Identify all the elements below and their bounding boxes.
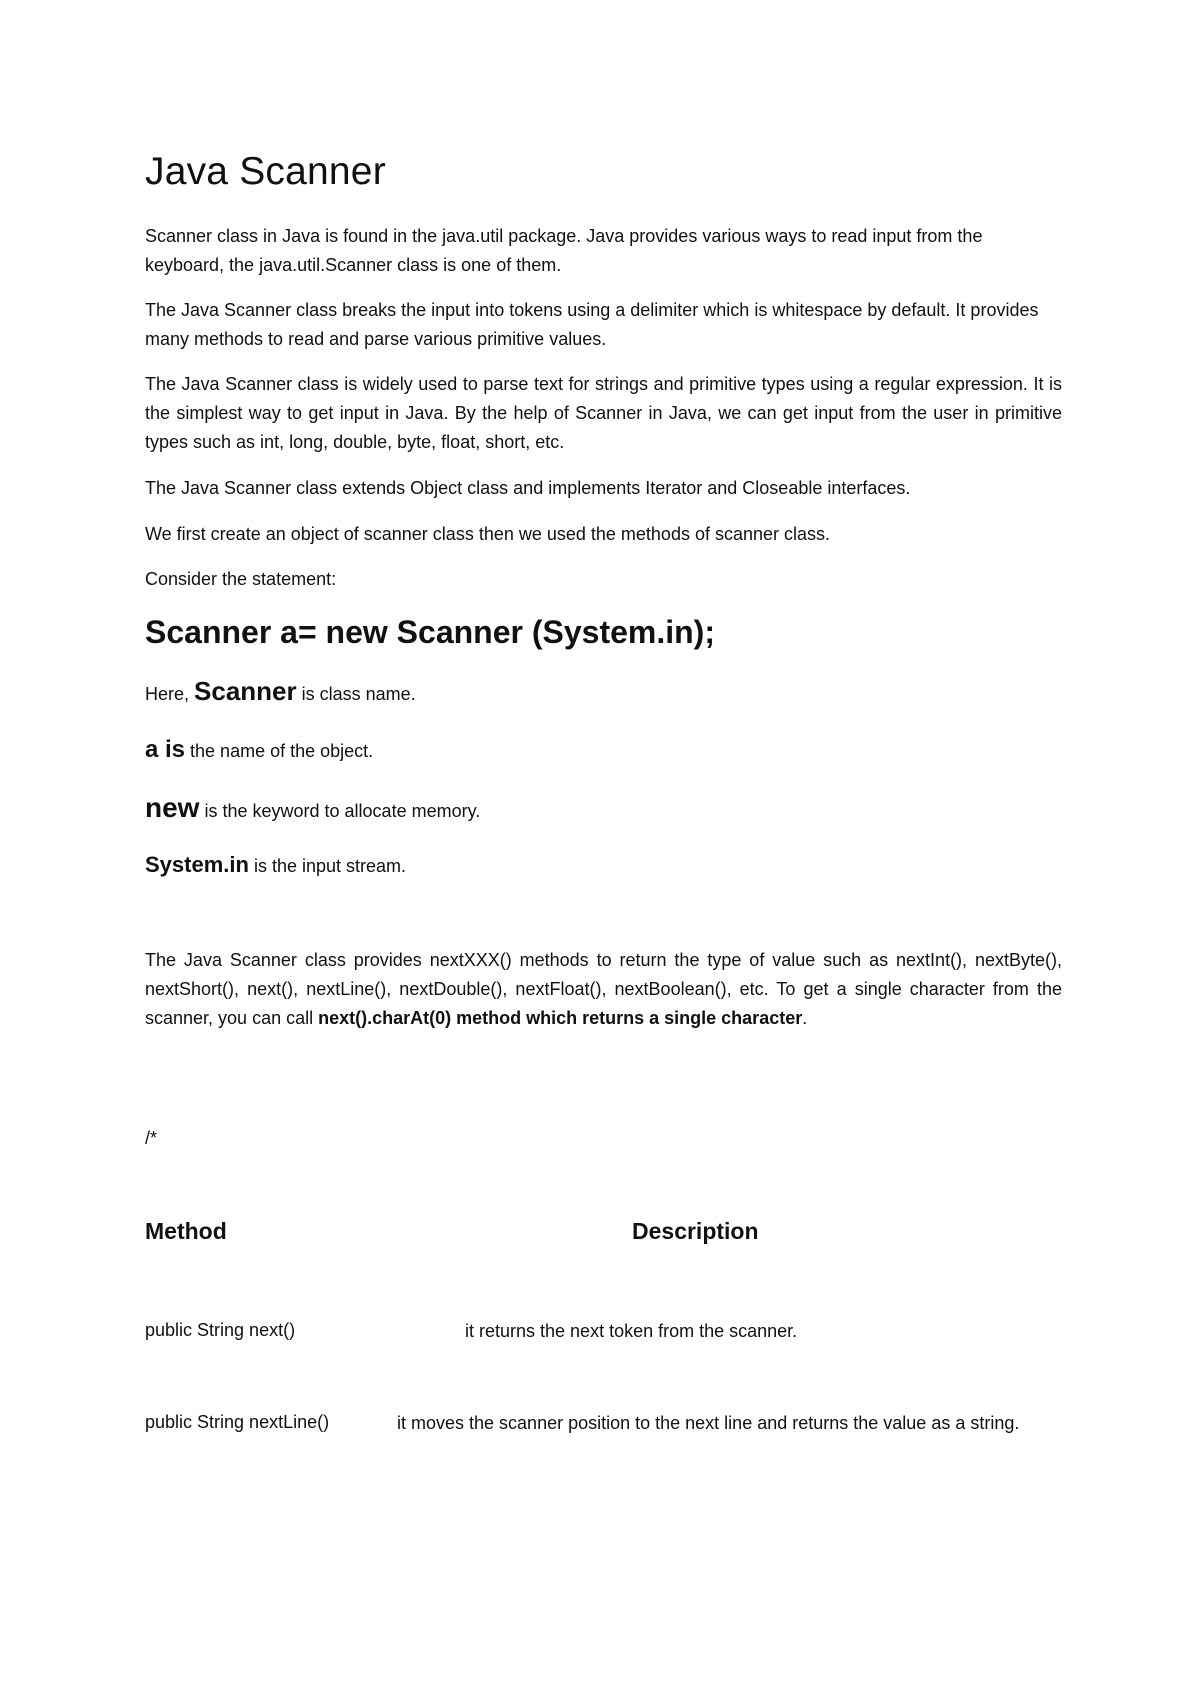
- definition-text: is the input stream.: [248, 856, 407, 876]
- paragraph-usage: The Java Scanner class is widely used to parse text for strings and primitive types using a regular expression. It is the simplest way to get input in Java. By the help of Scanner in Java, we can get input from the user in primitive types such as int, long, double, byte, float, short, etc.: [145, 374, 1062, 452]
- table-row-method: public String next(): [145, 1320, 296, 1340]
- table-row-description: it moves the scanner position to the next line and returns the value as a string.: [397, 1413, 1020, 1433]
- definition-text: is the keyword to allocate memory.: [199, 801, 481, 821]
- definition-text: the name of the object.: [185, 741, 374, 761]
- definition-scanner: [145, 676, 416, 707]
- paragraph-consider: Consider the statement:: [145, 569, 337, 589]
- paragraph-tokens: The Java Scanner class breaks the input into tokens using a delimiter which is whitespace by default. It provides many methods to read and parse various primitive values.: [145, 300, 1039, 349]
- paragraph-next-methods: [145, 946, 1062, 1033]
- definition-new: [145, 792, 480, 824]
- definition-system-in: [145, 852, 406, 878]
- definition-text: is class name.: [296, 684, 416, 704]
- table-row-description: it returns the next token from the scanner.: [465, 1321, 798, 1341]
- next-methods-tail: .: [802, 1008, 808, 1028]
- definition-term: new: [145, 792, 200, 823]
- next-methods-text: The Java Scanner class provides nextXXX() methods to return the type of value such as nextInt(), nextByte(), nextShort(), next(), nextLine(), nextDouble(), nextFloat(), nextBoolean(), etc. To get a single character from the scanner, you can call: [145, 950, 1062, 1028]
- definition-prefix: Here,: [145, 684, 195, 704]
- scanner-statement: Scanner a= new Scanner (System.in);: [145, 614, 715, 650]
- table-header-method: Method: [145, 1218, 227, 1244]
- definition-a: [145, 736, 373, 764]
- paragraph-intro: Scanner class in Java is found in the java.util package. Java provides various ways to read input from the keyboard, the java.util.Scanner class is one of them.: [145, 226, 983, 275]
- next-methods-bold: next().charAt(0) method which returns a single character: [318, 1008, 803, 1028]
- definition-term: System.in: [145, 852, 249, 877]
- comment-open: /*: [145, 1128, 158, 1148]
- document-title: Java Scanner: [145, 150, 386, 193]
- paragraph-create-object: We first create an object of scanner class then we used the methods of scanner class.: [145, 524, 831, 544]
- table-row-method: public String nextLine(): [145, 1412, 330, 1432]
- table-header-description: Description: [632, 1218, 759, 1244]
- definition-term: Scanner: [194, 676, 297, 706]
- definition-term: a is: [145, 736, 186, 763]
- paragraph-extends: The Java Scanner class extends Object class and implements Iterator and Closeable interfaces.: [145, 478, 911, 498]
